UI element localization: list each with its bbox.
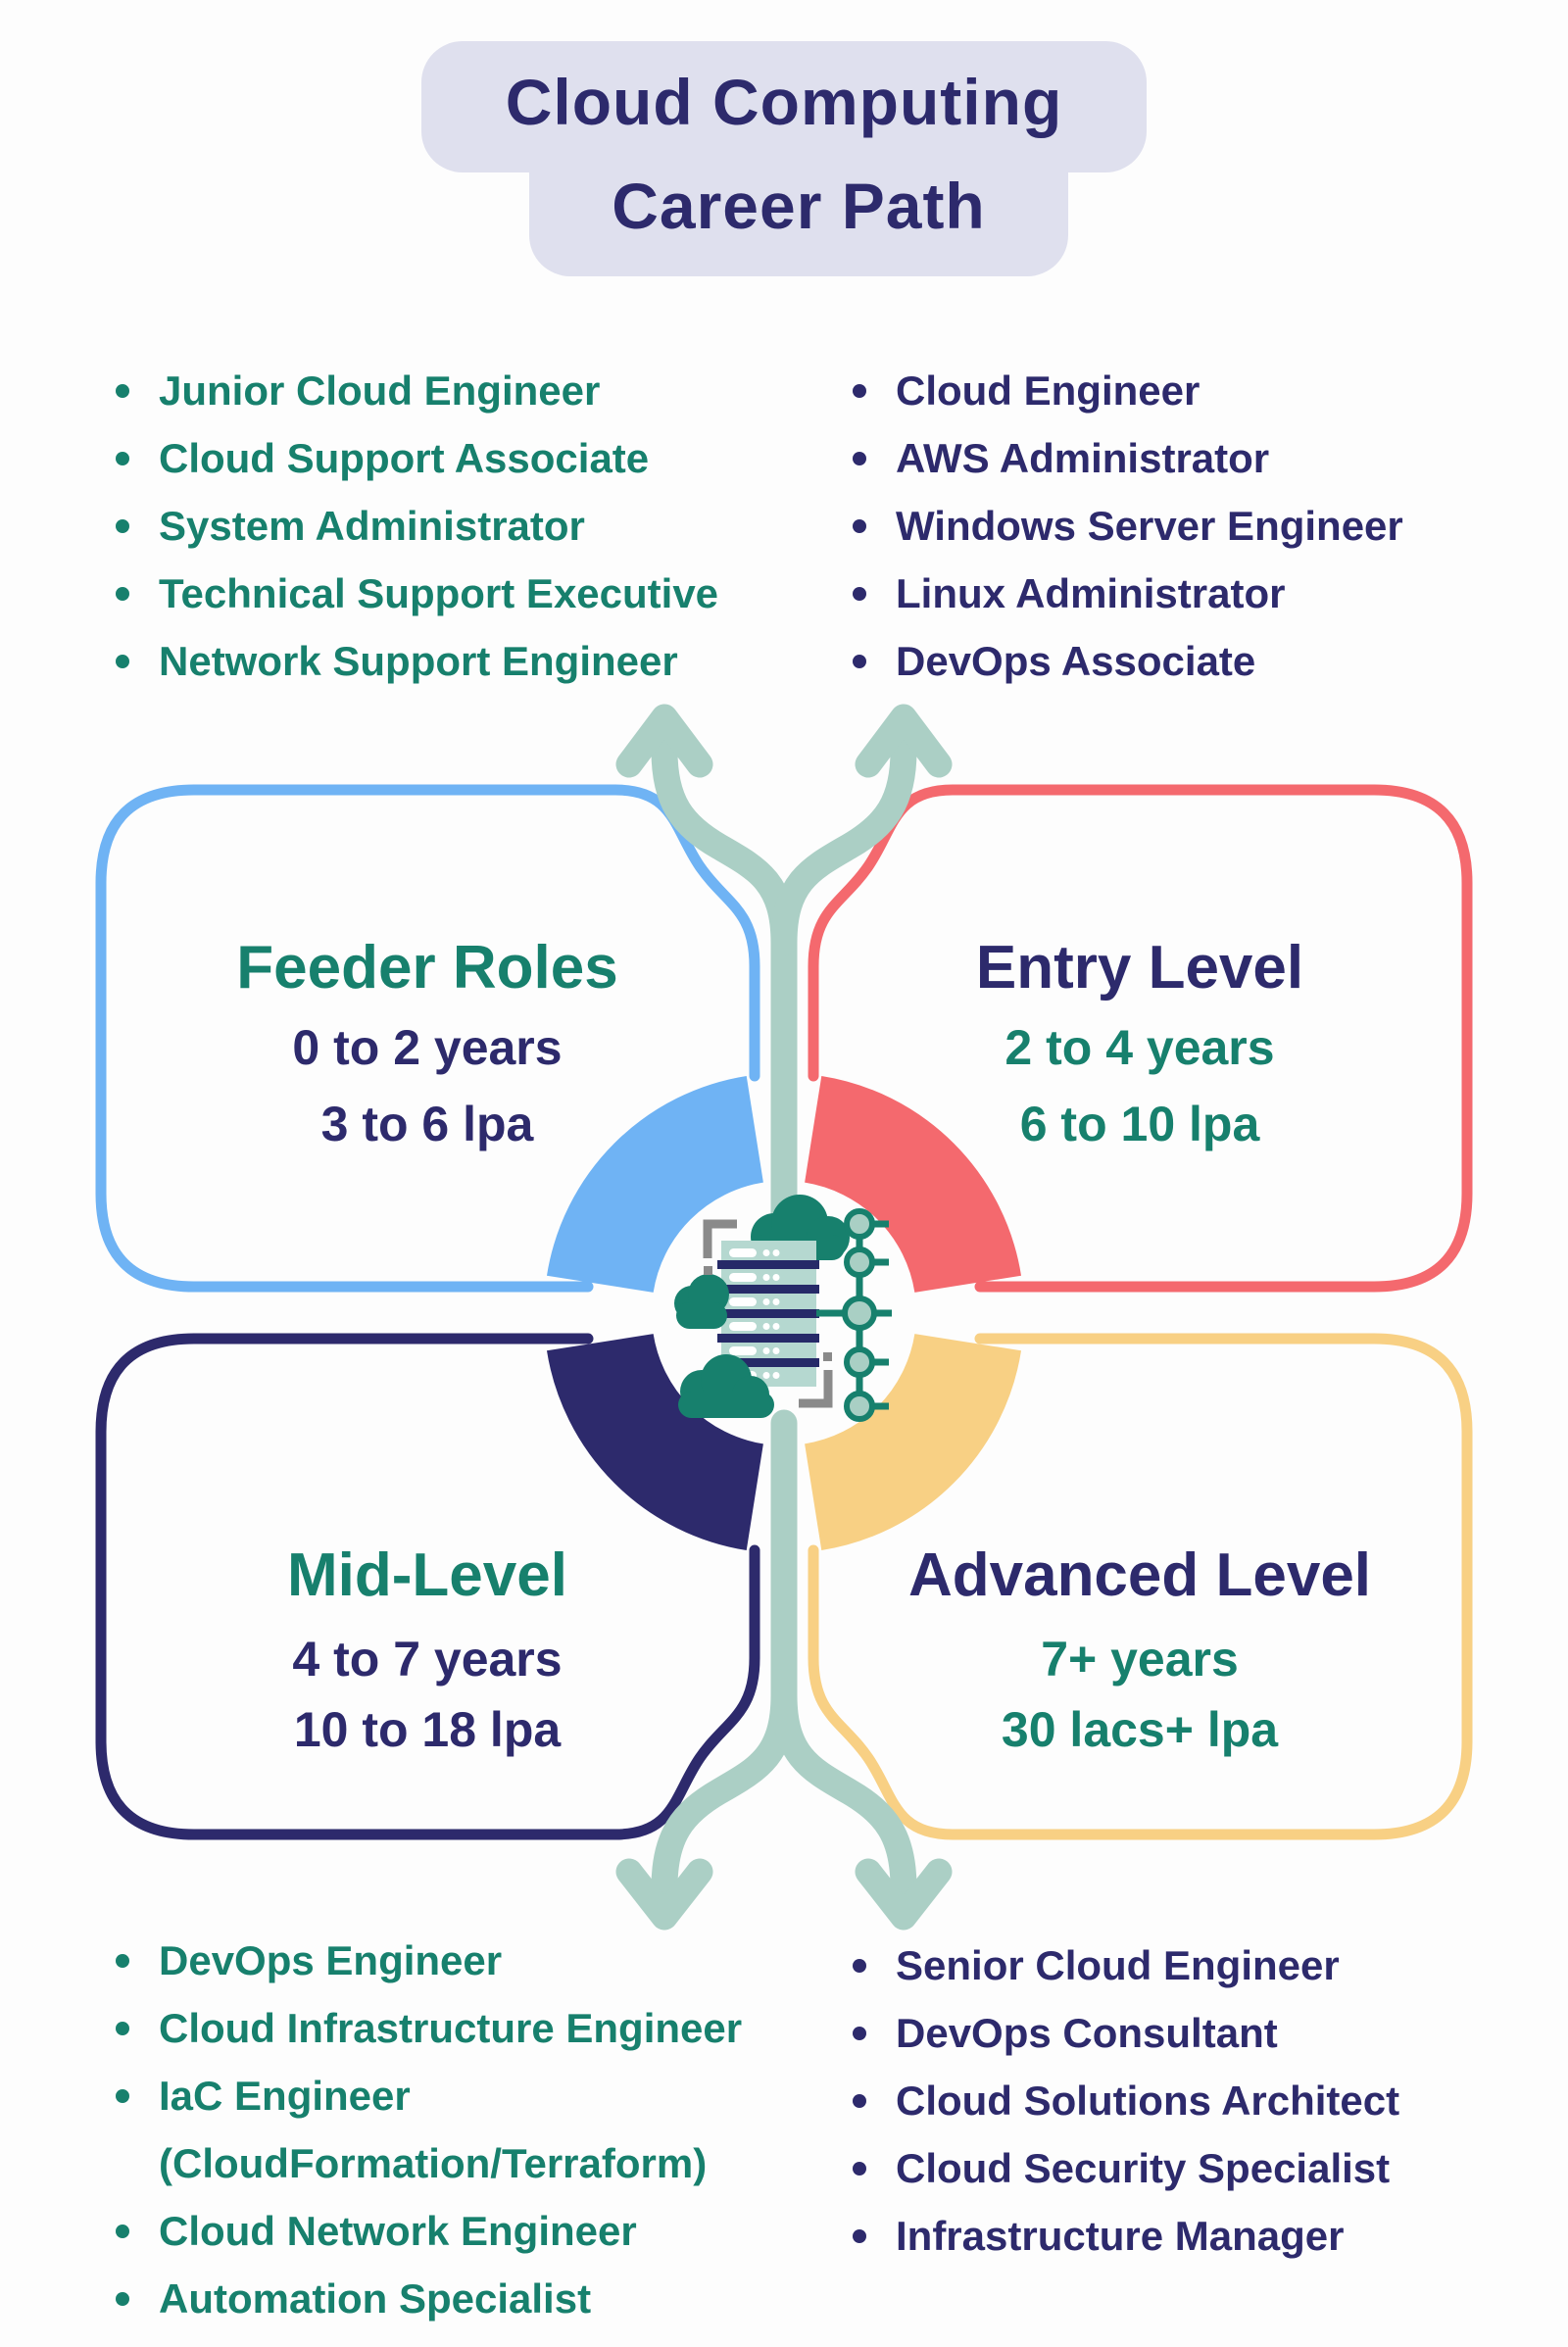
list-item: DevOps Associate xyxy=(845,627,1403,695)
list-item-continuation: (CloudFormation/Terraform) xyxy=(159,2139,708,2186)
list-item: Cloud Infrastructure Engineer xyxy=(108,1994,742,2062)
feeder-roles-list xyxy=(108,357,718,695)
list-item: Cloud Support Associate xyxy=(108,424,718,492)
frame-dot-top-left xyxy=(704,1266,712,1275)
list-item: Linux Administrator xyxy=(845,560,1403,627)
entry-card-experience: 2 to 4 years xyxy=(1004,1020,1275,1075)
ring-quadrant-advanced xyxy=(813,1343,968,1497)
feeder-card-experience: 0 to 2 years xyxy=(292,1020,563,1075)
cloud-left-shape xyxy=(674,1274,729,1329)
entry-roles-list xyxy=(845,357,1403,695)
entry-card-title: Entry Level xyxy=(975,934,1304,1002)
list-item: Technical Support Executive xyxy=(108,560,718,627)
list-item: DevOps Engineer xyxy=(108,1927,742,1994)
list-item: Infrastructure Manager xyxy=(845,2202,1399,2270)
entry-card-salary: 6 to 10 lpa xyxy=(1019,1097,1260,1151)
list-item: Network Support Engineer xyxy=(108,627,718,695)
mid-card-title: Mid-Level xyxy=(287,1541,567,1609)
list-item: Cloud Network Engineer xyxy=(108,2197,742,2265)
advanced-roles-list xyxy=(845,1931,1399,2270)
mid-roles-list xyxy=(108,1927,742,2332)
advanced-card-experience: 7+ years xyxy=(1041,1632,1239,1687)
page-title-line1: Cloud Computing xyxy=(505,66,1063,138)
list-item: System Administrator xyxy=(108,492,718,560)
list-item: AWS Administrator xyxy=(845,424,1403,492)
advanced-card-title: Advanced Level xyxy=(907,1541,1372,1609)
list-item: Cloud Security Specialist xyxy=(845,2134,1399,2202)
list-item: IaC Engineer xyxy=(108,2062,742,2129)
mid-card-experience: 4 to 7 years xyxy=(292,1632,563,1687)
list-item: Automation Specialist xyxy=(108,2265,742,2332)
list-item: Senior Cloud Engineer xyxy=(845,1931,1399,1999)
list-item: Junior Cloud Engineer xyxy=(108,357,718,424)
ring-quadrant-entry xyxy=(813,1129,968,1284)
advanced-card-salary: 30 lacs+ lpa xyxy=(1001,1702,1279,1757)
frame-dot-bottom-right xyxy=(823,1352,832,1361)
list-item: Cloud Engineer xyxy=(845,357,1403,424)
list-item: DevOps Consultant xyxy=(845,1999,1399,2067)
mid-card-salary: 10 to 18 lpa xyxy=(293,1702,562,1757)
feeder-card-salary: 3 to 6 lpa xyxy=(320,1097,534,1151)
feeder-card-title: Feeder Roles xyxy=(236,934,618,1002)
list-item: Windows Server Engineer xyxy=(845,492,1403,560)
cloud-server-icon xyxy=(674,1195,892,1419)
list-item: Cloud Solutions Architect xyxy=(845,2067,1399,2134)
page-title-line2: Career Path xyxy=(612,170,986,242)
